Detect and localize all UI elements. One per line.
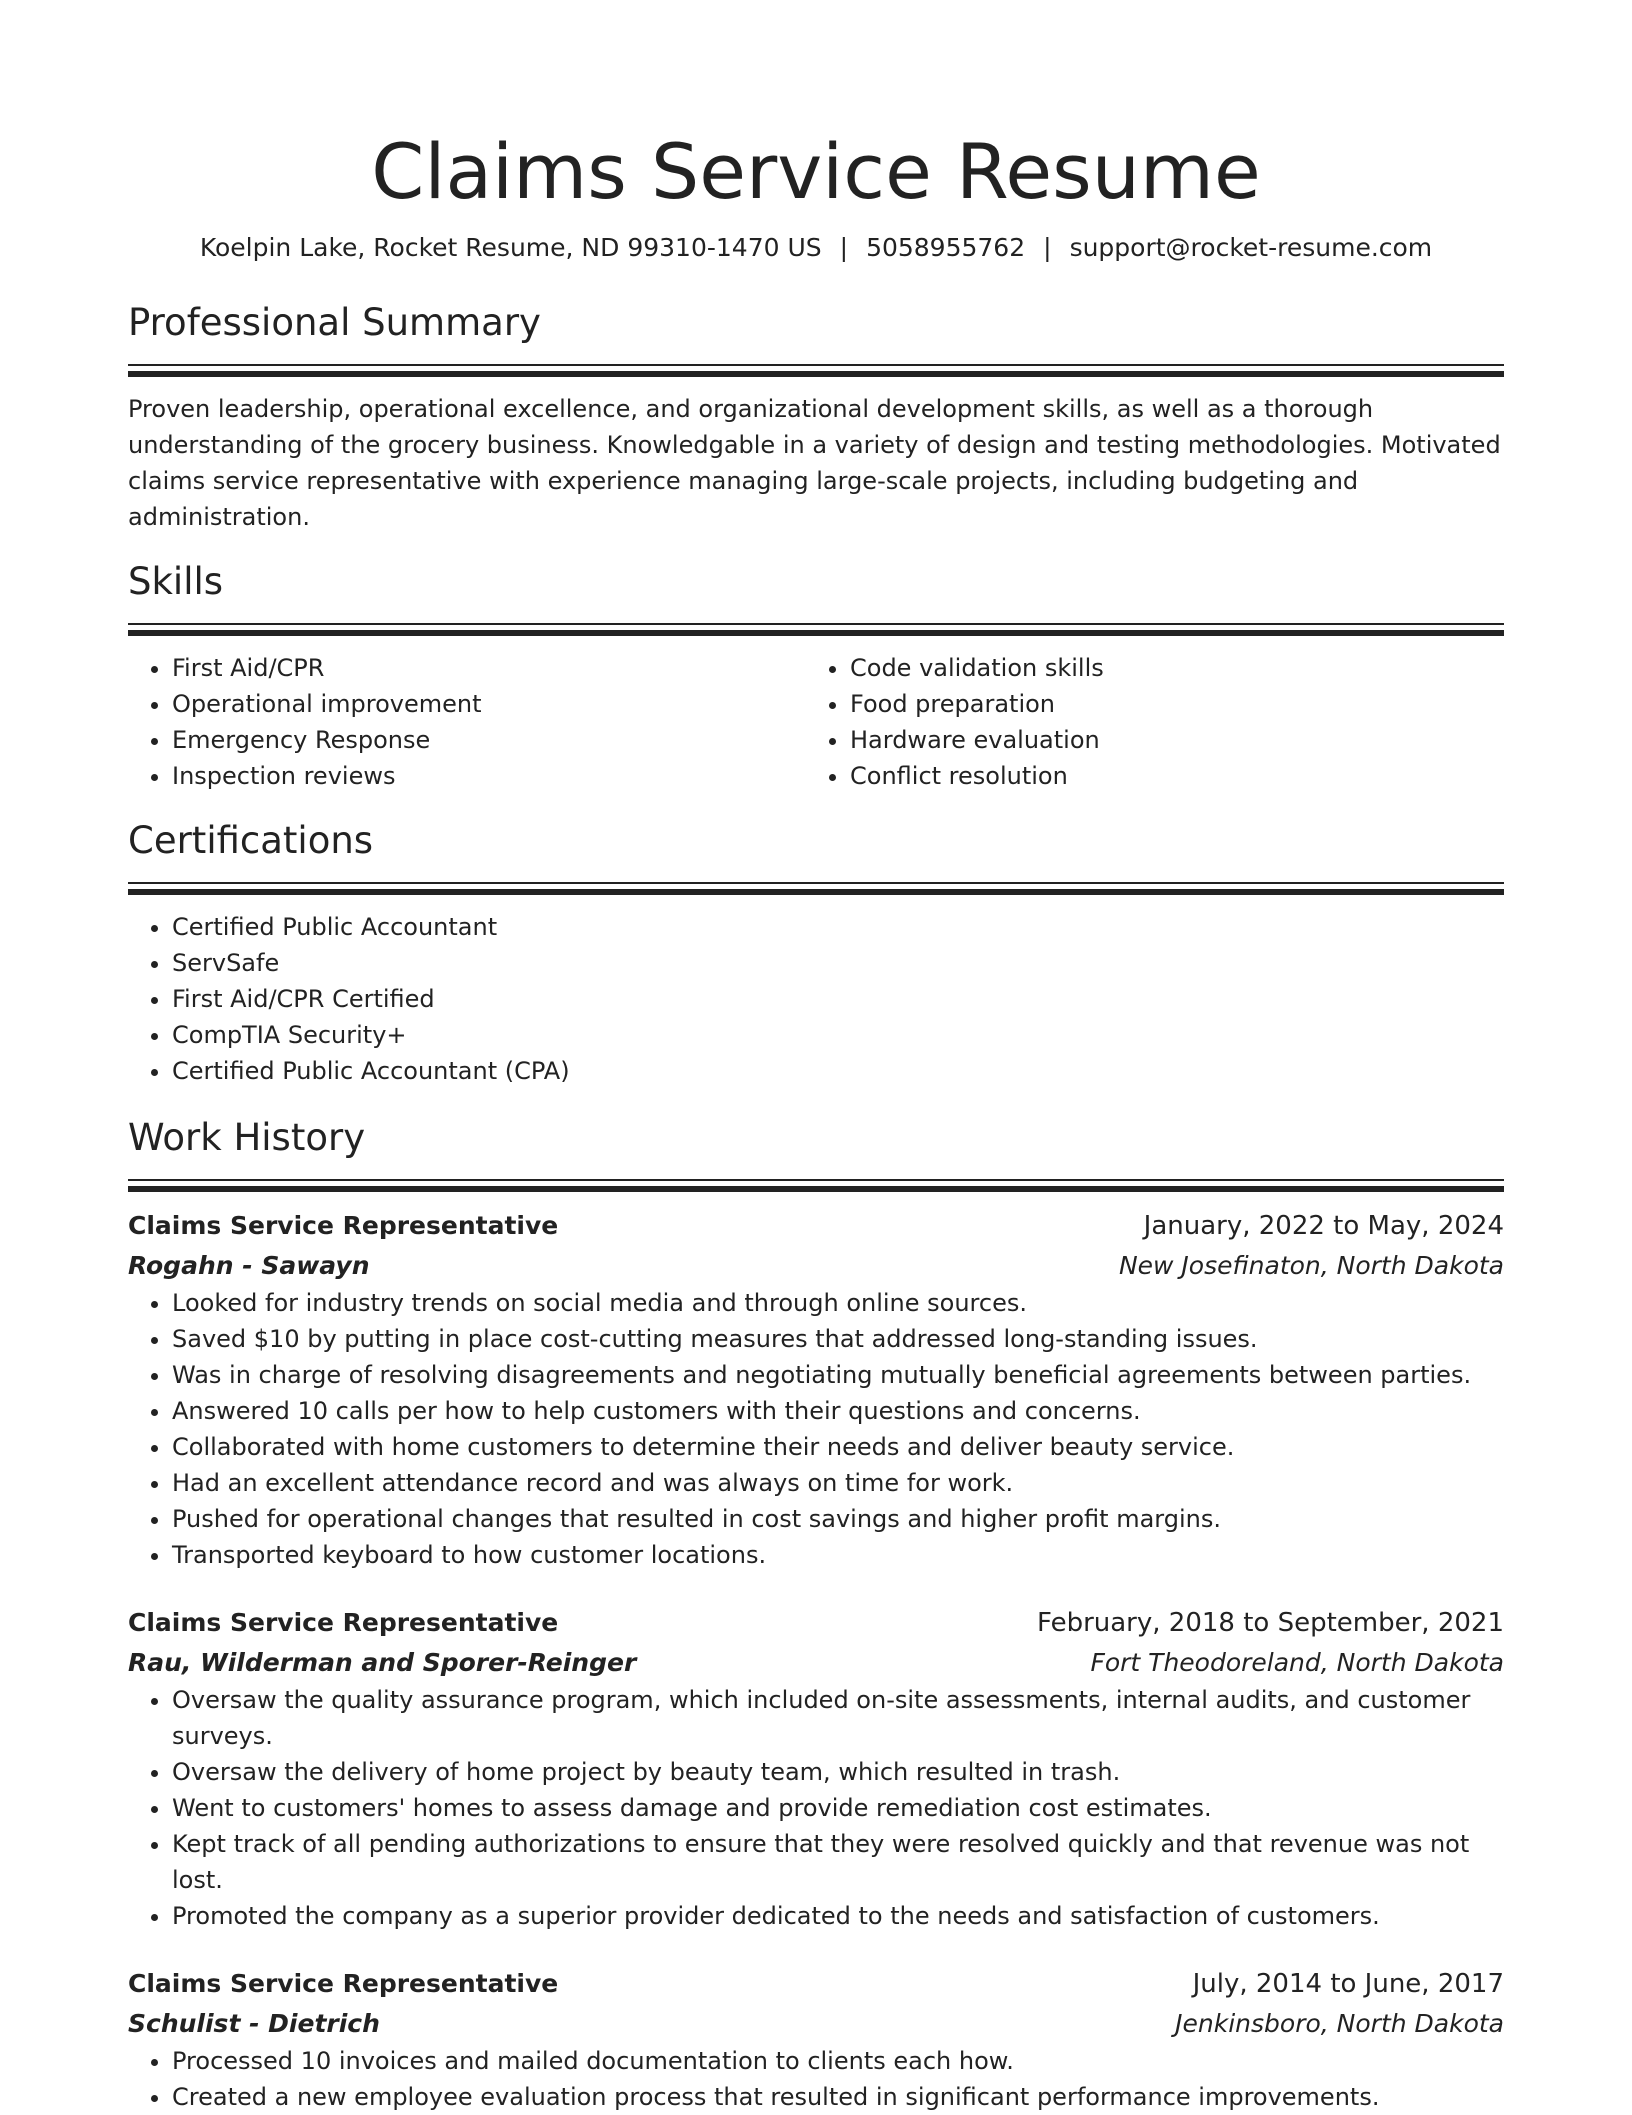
job-bullet: • Processed 10 invoices and mailed documentation to clients each how. <box>172 2043 1504 2079</box>
job-company: Rogahn - Sawayn <box>128 1251 370 1280</box>
skill-item: • First Aid/CPR <box>172 650 806 686</box>
section-divider <box>128 882 1504 895</box>
certifications-section <box>128 818 1504 1089</box>
job-subheader <box>128 1643 1504 1682</box>
certification-item: • Certified Public Accountant (CPA) <box>172 1053 1504 1089</box>
contact-separator: | <box>839 233 849 262</box>
job-bullets <box>128 1682 1504 1934</box>
job-bullet: • Oversaw the delivery of home project by beauty team, which resulted in trash. <box>172 1754 1504 1790</box>
work-history-section <box>128 1115 1504 2115</box>
job-bullet: • Looked for industry trends on social media and through online sources. <box>172 1285 1504 1321</box>
job-bullets <box>128 2043 1504 2115</box>
contact-phone: 5058955762 <box>866 233 1026 262</box>
job-bullets <box>128 1285 1504 1573</box>
job-bullet: • Transported keyboard to how customer locations. <box>172 1537 1504 1573</box>
skill-item: • Food preparation <box>850 686 1484 722</box>
contact-separator: | <box>1043 233 1052 262</box>
job-header <box>128 1603 1504 1643</box>
skills-column-left <box>128 650 806 794</box>
section-divider <box>128 364 1504 377</box>
skills-column-right <box>806 650 1484 794</box>
section-divider <box>128 623 1504 636</box>
job-bullet: • Collaborated with home customers to determine their needs and deliver beauty service. <box>172 1429 1504 1465</box>
job-entry <box>128 1206 1504 1573</box>
job-bullet: • Saved $10 by putting in place cost-cutting measures that addressed long-standing issues. <box>172 1321 1504 1357</box>
job-title: Claims Service Representative <box>128 1608 559 1637</box>
job-bullet: • Oversaw the quality assurance program, which included on-site assessments, internal audits, and customer surveys. <box>172 1682 1504 1754</box>
certification-item: • ServSafe <box>172 945 1504 981</box>
job-location: Fort Theodoreland, North Dakota <box>1090 1648 1504 1677</box>
job-bullet: • Pushed for operational changes that resulted in cost savings and higher profit margins. <box>172 1501 1504 1537</box>
job-bullet: • Promoted the company as a superior provider dedicated to the needs and satisfaction of customers. <box>172 1898 1504 1934</box>
certifications-list <box>128 909 1504 1089</box>
skills-heading: Skills <box>128 560 224 603</box>
work-history-heading: Work History <box>128 1116 366 1159</box>
certification-item: • First Aid/CPR Certified <box>172 981 1504 1017</box>
job-location: New Josefinaton, North Dakota <box>1118 1251 1504 1280</box>
job-company: Rau, Wilderman and Sporer-Reinger <box>128 1648 637 1677</box>
job-bullet: • Was in charge of resolving disagreements and negotiating mutually beneficial agreements between parties. <box>172 1357 1504 1393</box>
job-entry <box>128 1964 1504 2115</box>
job-title: Claims Service Representative <box>128 1969 559 1998</box>
skill-item: • Inspection reviews <box>172 758 806 794</box>
job-dates: February, 2018 to September, 2021 <box>1037 1608 1504 1638</box>
job-bullet: • Had an excellent attendance record and was always on time for work. <box>172 1465 1504 1501</box>
certifications-heading: Certifications <box>128 819 374 862</box>
job-bullet: • Created a new employee evaluation process that resulted in significant performance improvements. <box>172 2079 1504 2115</box>
summary-heading: Professional Summary <box>128 301 541 344</box>
section-divider <box>128 1179 1504 1192</box>
job-header <box>128 1964 1504 2004</box>
job-company: Schulist - Dietrich <box>128 2009 380 2038</box>
job-entry <box>128 1603 1504 1934</box>
skill-item: • Emergency Response <box>172 722 806 758</box>
job-subheader <box>128 2004 1504 2043</box>
job-location: Jenkinsboro, North Dakota <box>1175 2009 1504 2038</box>
summary-text: Proven leadership, operational excellence, and organizational development skills, as well as a thorough understanding of the grocery business. Knowledgable in a variety of design and testing methodologies. Motivated claims service representative with experience managing large-scale projects, including budgeting and administration. <box>128 395 1501 531</box>
skill-item: • Conflict resolution <box>850 758 1484 794</box>
job-bullet: • Answered 10 calls per how to help customers with their questions and concerns. <box>172 1393 1504 1429</box>
certification-item: • CompTIA Security+ <box>172 1017 1504 1053</box>
resume-page <box>128 0 1504 2115</box>
page-title: Claims Service Resume <box>371 127 1261 216</box>
skill-item: • Hardware evaluation <box>850 722 1484 758</box>
job-title: Claims Service Representative <box>128 1211 559 1240</box>
skill-item: • Code validation skills <box>850 650 1484 686</box>
contact-email[interactable]: support@rocket-resume.com <box>1069 233 1433 262</box>
contact-line <box>128 230 1504 266</box>
summary-section <box>128 300 1504 535</box>
job-bullet: • Kept track of all pending authorizations to ensure that they were resolved quickly and that revenue was not lost. <box>172 1826 1504 1898</box>
contact-address: Koelpin Lake, Rocket Resume, ND 99310-1470 US <box>199 233 822 262</box>
job-header <box>128 1206 1504 1246</box>
skill-item: • Operational improvement <box>172 686 806 722</box>
certification-item: • Certified Public Accountant <box>172 909 1504 945</box>
skills-grid <box>128 650 1504 794</box>
job-bullet: • Went to customers' homes to assess damage and provide remediation cost estimates. <box>172 1790 1504 1826</box>
job-subheader <box>128 1246 1504 1285</box>
job-dates: January, 2022 to May, 2024 <box>1143 1211 1504 1241</box>
skills-section <box>128 559 1504 794</box>
job-dates: July, 2014 to June, 2017 <box>1192 1969 1504 1999</box>
